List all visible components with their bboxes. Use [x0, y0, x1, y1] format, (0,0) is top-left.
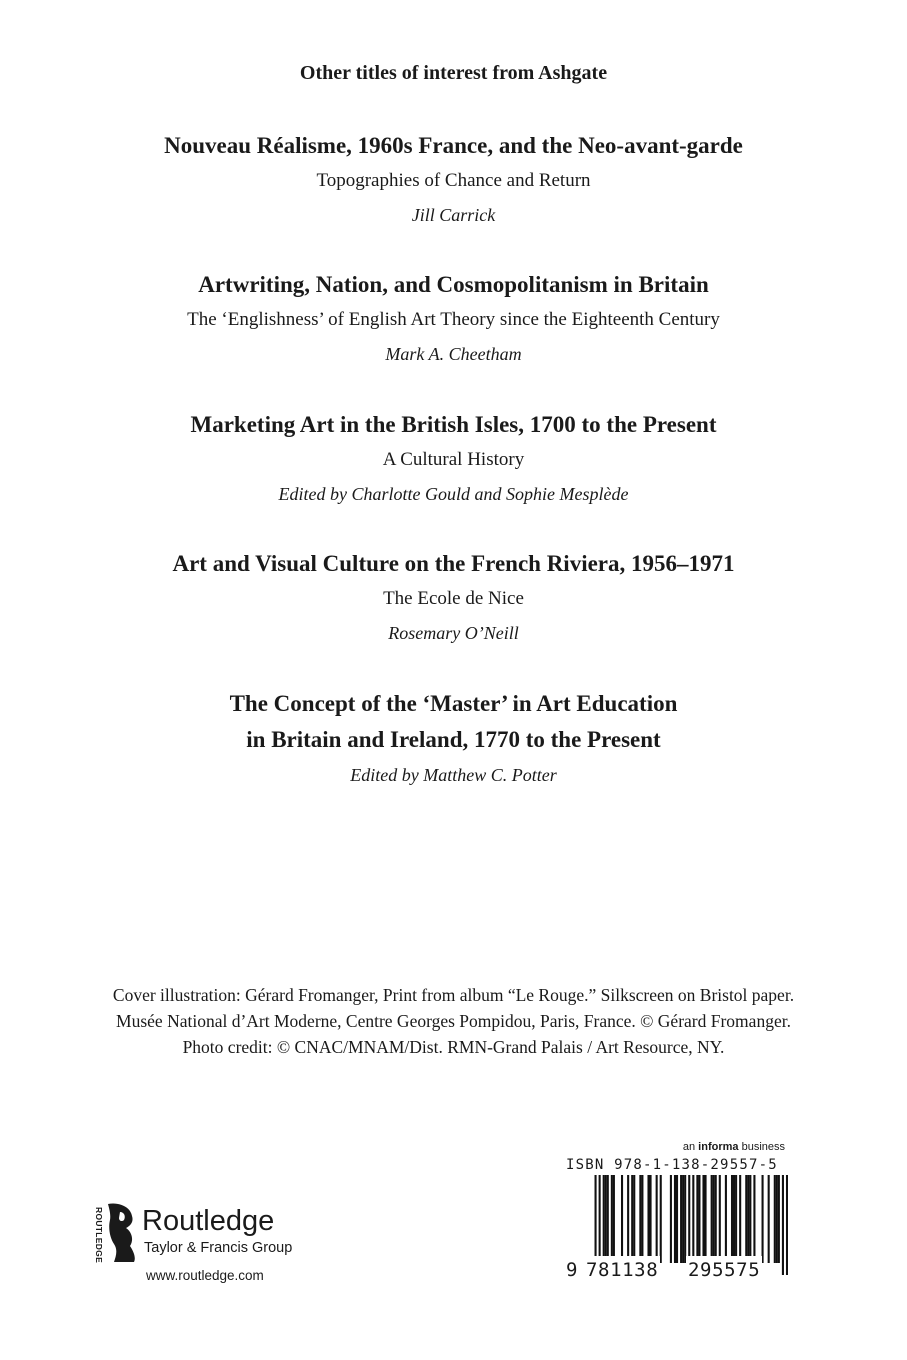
- barcode-bar: [733, 1175, 735, 1263]
- barcode-bar: [753, 1175, 755, 1263]
- barcode-bar: [676, 1175, 678, 1263]
- barcode-bar: [735, 1175, 737, 1263]
- barcode-bar: [607, 1175, 609, 1263]
- credit-line: Photo credit: © CNAC/MNAM/Dist. RMN-Grand Palais / Art Resource, NY.: [182, 1037, 725, 1057]
- book-entry: [0, 267, 907, 371]
- barcode-bar: [725, 1175, 727, 1263]
- barcode-bar: [719, 1175, 721, 1263]
- barcode-bar: [621, 1175, 623, 1263]
- barcode-bar: [739, 1175, 741, 1263]
- barcode-digits: [566, 1256, 788, 1284]
- barcode-bar: [603, 1175, 605, 1263]
- barcode-bar: [639, 1175, 641, 1263]
- logo-vertical-text: ROUTLEDGE: [94, 1206, 104, 1264]
- barcode-bar: [705, 1175, 707, 1263]
- informa-brand: informa: [698, 1141, 739, 1153]
- barcode-bar: [745, 1175, 747, 1263]
- series-header: Other titles of interest from Ashgate: [299, 62, 608, 84]
- barcode-bar: [731, 1175, 733, 1263]
- barcode-bar: [774, 1175, 776, 1263]
- book-subtitle: A Cultural History: [382, 449, 525, 470]
- barcode-bar: [768, 1175, 770, 1263]
- barcode-bar: [627, 1175, 629, 1263]
- cover-credits: [0, 982, 907, 1060]
- book-title-line-2: in Britain and Ireland, 1770 to the Present: [246, 727, 661, 752]
- book-author: Edited by Charlotte Gould and Sophie Mesplède: [278, 484, 629, 504]
- barcode-bar: [684, 1175, 686, 1263]
- book-entry: [0, 546, 907, 650]
- book-subtitle: The Ecole de Nice: [383, 588, 524, 609]
- barcode-bar: [641, 1175, 643, 1263]
- routledge-profile-icon: [104, 1202, 138, 1262]
- book-entry: [0, 407, 907, 511]
- barcode-bar: [711, 1175, 713, 1263]
- informa-business-tag: [683, 1141, 785, 1153]
- informa-suffix: business: [741, 1141, 785, 1153]
- isbn-label: ISBN 978-1-138-29557-5: [566, 1157, 778, 1173]
- credit-line: Cover illustration: Gérard Fromanger, Print from album “Le Rouge.” Silkscreen on Bristol paper.: [112, 985, 795, 1005]
- book-entry: [0, 128, 907, 232]
- book-author: Rosemary O’Neill: [388, 623, 519, 643]
- informa-prefix: an: [682, 1141, 696, 1153]
- barcode-digit-first: 9: [566, 1259, 578, 1281]
- barcode-bar: [674, 1175, 676, 1263]
- credit-line: Musée National d’Art Moderne, Centre Georges Pompidou, Paris, France. © Gérard Fromanger.: [116, 1011, 791, 1031]
- publisher-name: Routledge: [142, 1205, 275, 1237]
- barcode-bar: [650, 1175, 652, 1263]
- barcode-bar: [702, 1175, 704, 1263]
- barcode-bar: [747, 1175, 749, 1263]
- book-author: Edited by Matthew C. Potter: [350, 765, 557, 785]
- barcode-bar: [762, 1175, 764, 1263]
- barcode-digit-group-left: 781138: [584, 1256, 660, 1284]
- barcode-bar: [613, 1175, 615, 1263]
- barcode-bar: [660, 1175, 662, 1263]
- barcode-bar: [778, 1175, 780, 1263]
- barcode-bar: [633, 1175, 635, 1263]
- book-subtitle: Topographies of Chance and Return: [316, 170, 591, 191]
- barcode-bar: [749, 1175, 751, 1263]
- barcode-bar: [680, 1175, 682, 1263]
- barcode-bar: [698, 1175, 700, 1263]
- barcode-bar: [776, 1175, 778, 1263]
- book-title: Nouveau Réalisme, 1960s France, and the Neo-avant-garde: [164, 133, 743, 158]
- barcode-bar: [696, 1175, 698, 1263]
- book-subtitle: The ‘Englishness’ of English Art Theory since the Eighteenth Century: [187, 309, 720, 330]
- barcode-bar: [670, 1175, 672, 1263]
- barcode-bar: [682, 1175, 684, 1263]
- barcode-bar: [647, 1175, 649, 1263]
- barcode-bar: [715, 1175, 717, 1263]
- book-title: Marketing Art in the British Isles, 1700 to the Present: [190, 412, 717, 437]
- barcode-bar: [605, 1175, 607, 1263]
- book-author: Mark A. Cheetham: [385, 344, 522, 364]
- barcode-digit-group-right: 295575: [686, 1256, 762, 1284]
- book-title: Art and Visual Culture on the French Riviera, 1956–1971: [172, 551, 735, 576]
- barcode-bar: [631, 1175, 633, 1263]
- publisher-group: Taylor & Francis Group: [144, 1240, 293, 1256]
- book-author: Jill Carrick: [411, 205, 496, 225]
- book-entry: [0, 686, 907, 792]
- book-title: The Concept of the ‘Master’ in Art Education: [229, 691, 678, 716]
- barcode-bar: [611, 1175, 613, 1263]
- barcode-bar: [656, 1175, 658, 1263]
- publisher-website: www.routledge.com: [146, 1268, 264, 1283]
- barcode-bar: [713, 1175, 715, 1263]
- book-title: Artwriting, Nation, and Cosmopolitanism in Britain: [198, 272, 709, 297]
